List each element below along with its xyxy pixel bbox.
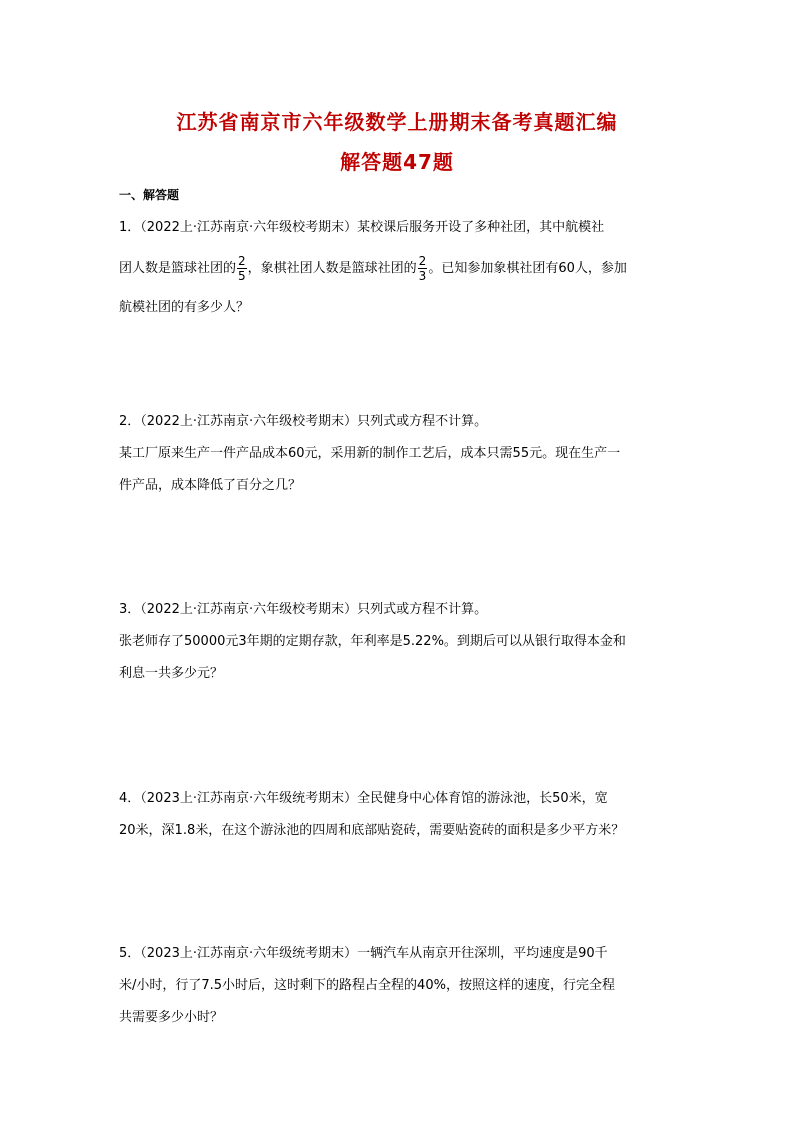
question-4-line-1: 4．（2023上·江苏南京·六年级统考期末）全民健身中心体育馆的游泳池，长50米，宽 xyxy=(119,791,608,806)
question-1-line-1: 1．（2022上·江苏南京·六年级校考期末）某校课后服务开设了多种社团，其中航模社 xyxy=(119,220,605,235)
question-5-line-2: 米/小时，行了7.5小时后，这时剩下的路程占全程的40%，按照这样的速度，行完全程 xyxy=(119,978,615,993)
question-4-line-2: 20米，深1.8米，在这个游泳池的四周和底部贴瓷砖，需要贴瓷砖的面积是多少平方米？ xyxy=(119,823,625,838)
section-heading: 一、解答题 xyxy=(119,188,180,202)
question-1-text-c: 。已知参加象棋社团有60人，参加 xyxy=(428,261,627,276)
question-1-text-a: 团人数是篮球社团的 xyxy=(119,261,237,276)
document-subtitle: 解答题47题 xyxy=(340,150,454,174)
question-3-line-2: 张老师存了50000元3年期的定期存款，年利率是5.22%。到期后可以从银行取得本金和 xyxy=(119,634,626,649)
question-1-text-b: ，象棋社团人数是篮球社团的 xyxy=(247,261,417,276)
question-5-line-3: 共需要多少小时？ xyxy=(119,1010,224,1025)
question-3-line-1: 3．（2022上·江苏南京·六年级校考期末）只列式或方程不计算。 xyxy=(119,602,488,617)
question-2-line-3: 件产品，成本降低了百分之几？ xyxy=(119,478,302,493)
question-2-line-1: 2．（2022上·江苏南京·六年级校考期末）只列式或方程不计算。 xyxy=(119,414,488,429)
question-1-line-3: 航模社团的有多少人？ xyxy=(119,300,250,315)
document-title: 江苏省南京市六年级数学上册期末备考真题汇编 xyxy=(176,110,618,134)
question-5-line-1: 5．（2023上·江苏南京·六年级统考期末）一辆汽车从南京开往深圳，平均速度是90千 xyxy=(119,946,608,961)
fraction-two-fifths: $\frac{2}{5}$ xyxy=(238,254,246,283)
question-3-line-3: 利息一共多少元？ xyxy=(119,666,224,681)
question-2-line-2: 某工厂原来生产一件产品成本60元，采用新的制作工艺后，成本只需55元。现在生产一 xyxy=(119,446,621,461)
fraction-two-thirds: $\frac{2}{3}$ xyxy=(418,254,427,283)
question-1-line-2 xyxy=(119,254,627,283)
